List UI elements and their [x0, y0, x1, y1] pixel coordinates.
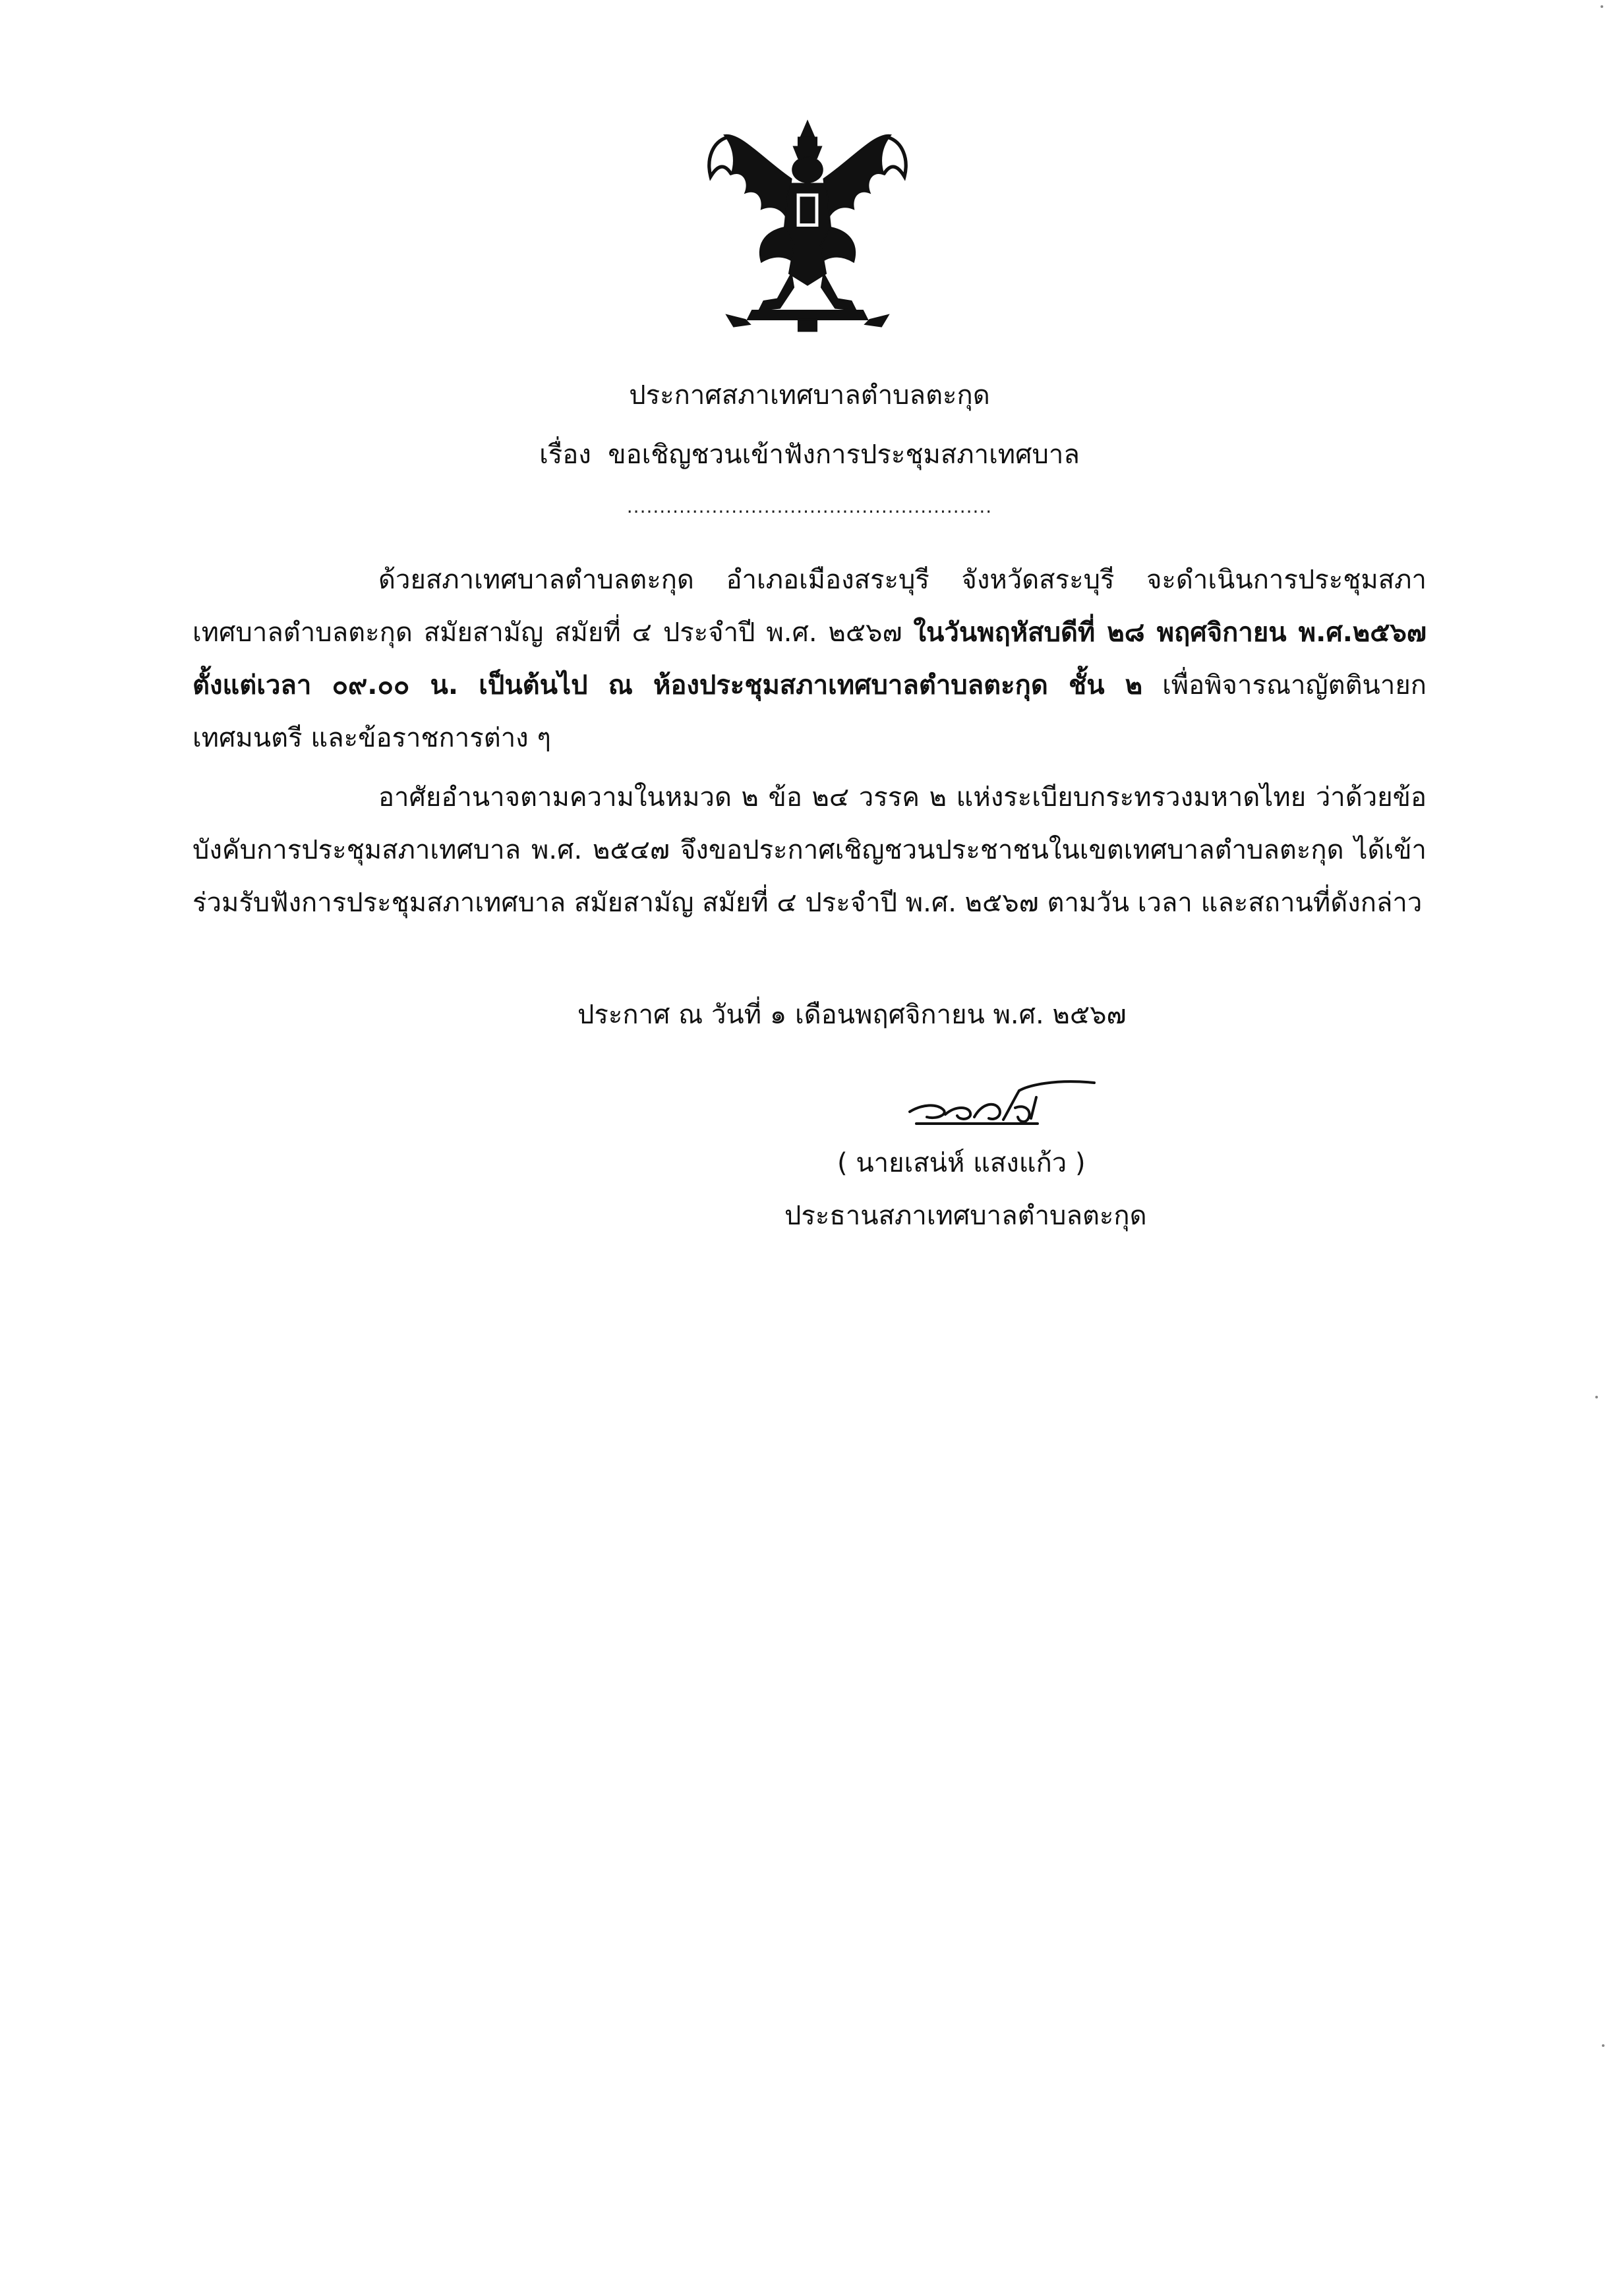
scan-speck [1601, 5, 1603, 8]
body-paragraph-1 [192, 554, 1427, 764]
body-paragraph-2: อาศัยอำนาจตามความในหมวด ๒ ข้อ ๒๔ วรรค ๒ แห่งระเบียบกระทรวงมหาดไทย ว่าด้วยข้อบังคับการประชุมสภาเทศบาล พ.ศ. ๒๕๔๗ จึงขอประกาศเชิญชวนประชาชนในเขตเทศบาลตำบลตะกุด ได้เข้าร่วมรับฟังการประชุมสภาเทศบาล สมัยสามัญ สมัยที่ ๔ ประจำปี พ.ศ. ๒๕๖๗ ตามวัน เวลา และสถานที่ดังกล่าว [192, 782, 1427, 918]
handwritten-signature-icon [897, 1071, 1121, 1143]
subject-line [0, 435, 1619, 474]
subject-label: เรื่อง [539, 440, 591, 470]
scan-speck [1602, 2044, 1604, 2047]
paragraph-1-text: ด้วยสภาเทศบาลตำบลตะกุด อำเภอเมืองสระบุรี จังหวัดสระบุรี จะดำเนินการประชุมสภาเทศบาลตำบลตะกุด สมัยสามัญ สมัยที่ ๔ ประจำปี พ.ศ. ๒๕๖๗ [192, 565, 1427, 648]
subject-text: ขอเชิญชวนเข้าฟังการประชุมสภาเทศบาล [608, 440, 1080, 470]
signatory-name: ( นายเสน่ห์ แสงแก้ว ) [837, 1148, 1086, 1178]
paragraph-1-bold-text: ในวันพฤหัสบดีที่ ๒๘ พฤศจิกายน พ.ศ.๒๕๖๗ ตั้งแต่เวลา ๐๙.๐๐ น. เป็นต้นไป ณ ห้องประชุมสภาเทศบาลตำบลตะกุด ชั้น ๒ [192, 617, 1427, 701]
garuda-emblem-icon [692, 112, 923, 343]
scan-speck [1595, 1396, 1598, 1398]
signatory-position: ประธานสภาเทศบาลตำบลตะกุด [784, 1201, 1147, 1231]
announcement-date: ประกาศ ณ วันที่ ๑ เดือนพฤศจิกายน พ.ศ. ๒๕๖๗ [577, 1000, 1127, 1030]
announcement-title: ประกาศสภาเทศบาลตำบลตะกุด [629, 380, 990, 411]
paragraph-1-text-end: เพื่อพิจารณาญัตตินายกเทศมนตรี และข้อราชการต่าง ๆ [192, 670, 1427, 753]
title-separator: ........................................................ [626, 496, 993, 517]
